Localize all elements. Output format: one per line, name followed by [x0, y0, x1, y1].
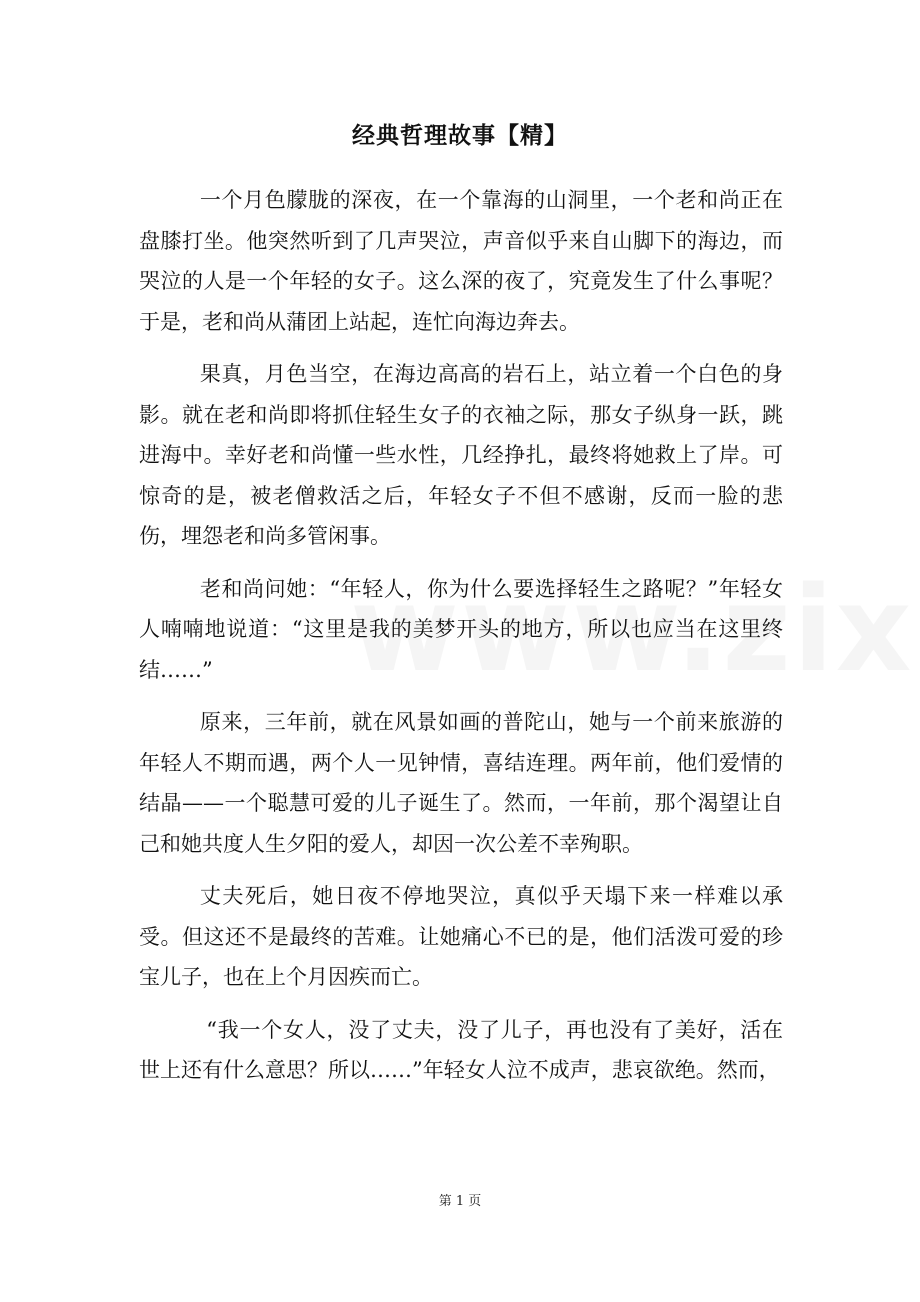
paragraph: “我一个女人，没了丈夫，没了儿子，再也没有了美好，活在世上还有什么意思？所以……”年轻女人泣不成声，悲哀欲绝。然而， [139, 1017, 783, 1082]
paragraph: 果真，月色当空，在海边高高的岩石上，站立着一个白色的身影。就在老和尚即将抓住轻生女子的衣袖之际，那女子纵身一跃，跳进海中。幸好老和尚懂一些水性，几经挣扎，最终将她救上了岸。可惊奇的是，被老僧救活之后，年轻女子不但不感谢，反而一脸的悲伤，埋怨老和尚多管闲事。 [139, 362, 783, 548]
page-number-footer: 第 1 页 [438, 1194, 482, 1209]
document-title: 经典哲理故事【精】 [352, 122, 568, 149]
paragraph: 原来，三年前，就在风景如画的普陀山，她与一个前来旅游的年轻人不期而遇，两个人一见钟情，喜结连理。两年前，他们爱情的结晶——一个聪慧可爱的儿子诞生了。然而，一年前，那个渴望让自己和她共度人生夕阳的爱人，却因一次公差不幸殉职。 [139, 710, 783, 856]
paragraph: 一个月色朦胧的深夜，在一个靠海的山洞里，一个老和尚正在盘膝打坐。他突然听到了几声哭泣，声音似乎来自山脚下的海边，而哭泣的人是一个年轻的女子。这么深的夜了，究竟发生了什么事呢？于是，老和尚从蒲团上站起，连忙向海边奔去。 [139, 188, 783, 334]
document-body [139, 180, 783, 1103]
paragraph: 丈夫死后，她日夜不停地哭泣，真似乎天塌下来一样难以承受。但这还不是最终的苦难。让她痛心不已的是，他们活泼可爱的珍宝儿子，也在上个月因疾而亡。 [139, 884, 783, 989]
paragraph: 老和尚问她：“年轻人，你为什么要选择轻生之路呢？”年轻女人喃喃地说道：“这里是我的美梦开头的地方，所以也应当在这里终结……” [139, 576, 783, 682]
